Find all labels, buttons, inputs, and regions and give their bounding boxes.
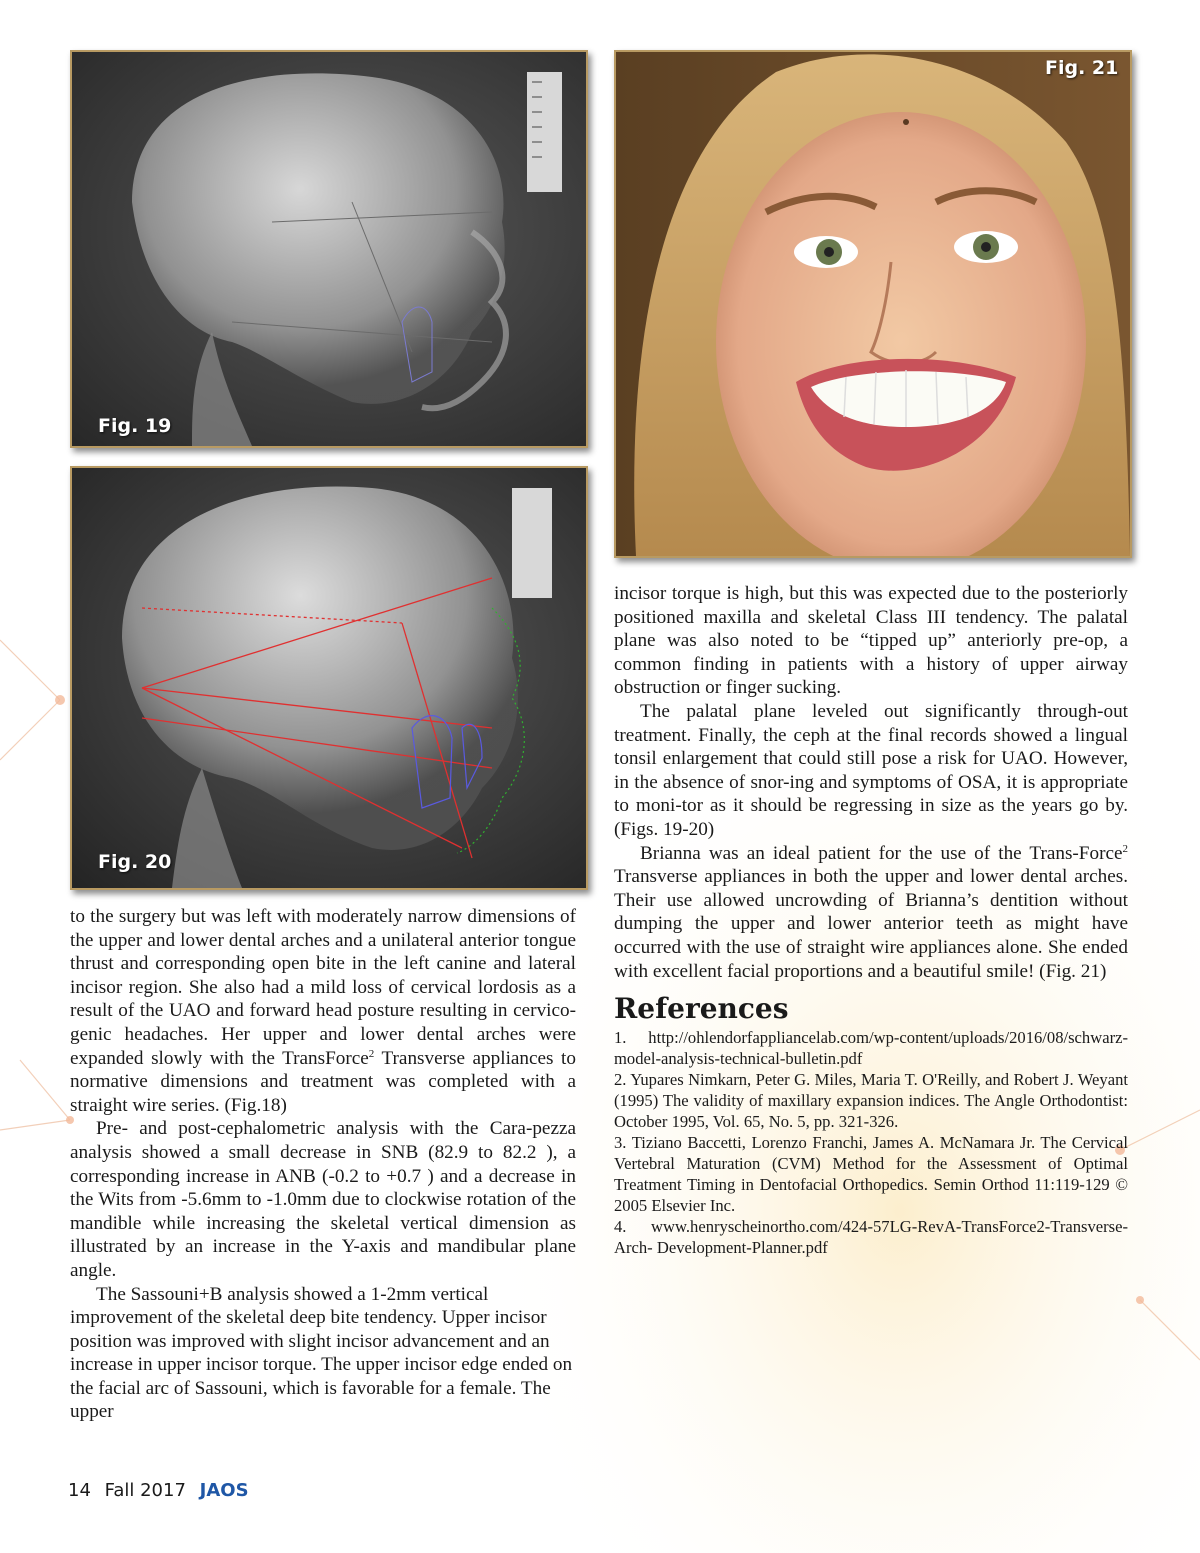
figure-19-label: Fig. 19 — [98, 415, 172, 437]
right-text-column — [614, 582, 1128, 1258]
right-paragraph-1: incisor torque is high, but this was expected due to the posteriorly positioned maxilla and skeletal Class III tendency. The palatal plane was also noted to be “tipped up” anteriorly pre-op, a common finding in patients with a history of upper airway obstruction or finger sucking. — [614, 583, 1128, 699]
xray-skull-illustration — [72, 52, 586, 446]
reference-item: 4. www.henryscheinortho.com/424-57LG-RevA-TransForce2-Transverse-Arch- Development-Planner.pdf — [614, 1216, 1128, 1257]
right-paragraph-3 — [614, 842, 1128, 984]
reference-item: 1. http://ohlendorfappliancelab.com/wp-content/uploads/2016/08/schwarz-model-analysis-technical-bulletin.pdf — [614, 1027, 1128, 1068]
issue-date: Fall 2017 — [104, 1480, 186, 1501]
figure-21-photo — [614, 50, 1132, 558]
left-paragraph-3: The Sassouni+B analysis showed a 1-2mm vertical improvement of the skeletal deep bite tendency. Upper incisor position was improved with slight incisor advancement and an increase in upper incisor torque. The upper incisor edge ended on the facial arc of Sassouni, which is favorable for a female. The upper — [70, 1283, 573, 1423]
right-paragraph-3-text: Brianna was an ideal patient for the use of the Trans-Force — [640, 842, 1123, 864]
left-paragraph-1-end: Transverse appliances to normative dimensions and treatment was completed with a straight wire series. (Fig.18) — [70, 1047, 576, 1116]
reference-item: 3. Tiziano Baccetti, Lorenzo Franchi, James A. McNamara Jr. The Cervical Vertebral Maturation (CVM) Method for the Assessment of Optimal Treatment Timing in Dentofacial Orthopedics. Semin Orthod 11:119-129 © 2005 Elsevier Inc. — [614, 1132, 1128, 1215]
page-footer — [68, 1480, 249, 1501]
figure-20-label: Fig. 20 — [98, 851, 172, 873]
right-paragraph-2: The palatal plane leveled out significantly through-out treatment. Finally, the ceph at the final records showed a lingual tonsil enlargement that could still pose a risk for UAO. However, in the absence of snor-ing and symptoms of OSA, it is appropriate to moni-tor as it should be regressing in size as the years go by. (Figs. 19-20) — [614, 700, 1128, 840]
journal-name: JAOS — [199, 1480, 249, 1501]
left-paragraph-2: Pre- and post-cephalometric analysis with the Cara-pezza analysis showed a small decrease in SNB (82.9 to 82.2 ), a corresponding increase in ANB (-0.2 to +0.7 ) and a decrease in the Wits from -5.6mm to -1.0mm due to clockwise rotation of the mandible while increasing the skeletal vertical dimension as illustrated by an increase in the Y-axis and mandibular plane angle. — [70, 1118, 576, 1281]
right-paragraph-3-end: Transverse appliances in both the upper and lower dental arches. Their use allowed uncrowding of Brianna’s dentition without dumping the upper and lower anterior teeth as might have occurred with the use of straight wire appliances alone. She ended with excellent facial proportions and a beautiful smile! (Fig. 21) — [614, 866, 1128, 982]
left-paragraph-1 — [70, 905, 576, 1117]
superscript: 2 — [368, 1047, 375, 1060]
reference-item: 2. Yupares Nimkarn, Peter G. Miles, Maria T. O'Reilly, and Robert J. Weyant (1995) The validity of maxillary expansion indices. The Angle Orthodontist: October 1995, Vol. 65, No. 5, pp. 321-326. — [614, 1069, 1128, 1131]
figure-21-label: Fig. 21 — [1045, 57, 1119, 79]
references-list — [614, 1027, 1128, 1258]
left-text-column — [70, 905, 576, 1424]
figure-19-xray — [70, 50, 588, 448]
left-paragraph-1-text: to the surgery but was left with moderately narrow dimensions of the upper and lower dental arches and a unilateral anterior tongue thrust and corresponding open bite in the left canine and lateral incisor region. She also had a mild loss of cervical lordosis as a result of the UAO and forward head posture resulting in cervico-genic headaches. Her upper and lower dental arches were expanded slowly with the TransForce — [70, 906, 576, 1069]
references-heading: References — [614, 992, 789, 1026]
figure-20-xray — [70, 466, 588, 890]
superscript: 2 — [1122, 842, 1128, 855]
xray-tracing-illustration — [72, 468, 586, 888]
patient-portrait-illustration — [616, 52, 1130, 556]
page-number: 14 — [68, 1480, 91, 1501]
